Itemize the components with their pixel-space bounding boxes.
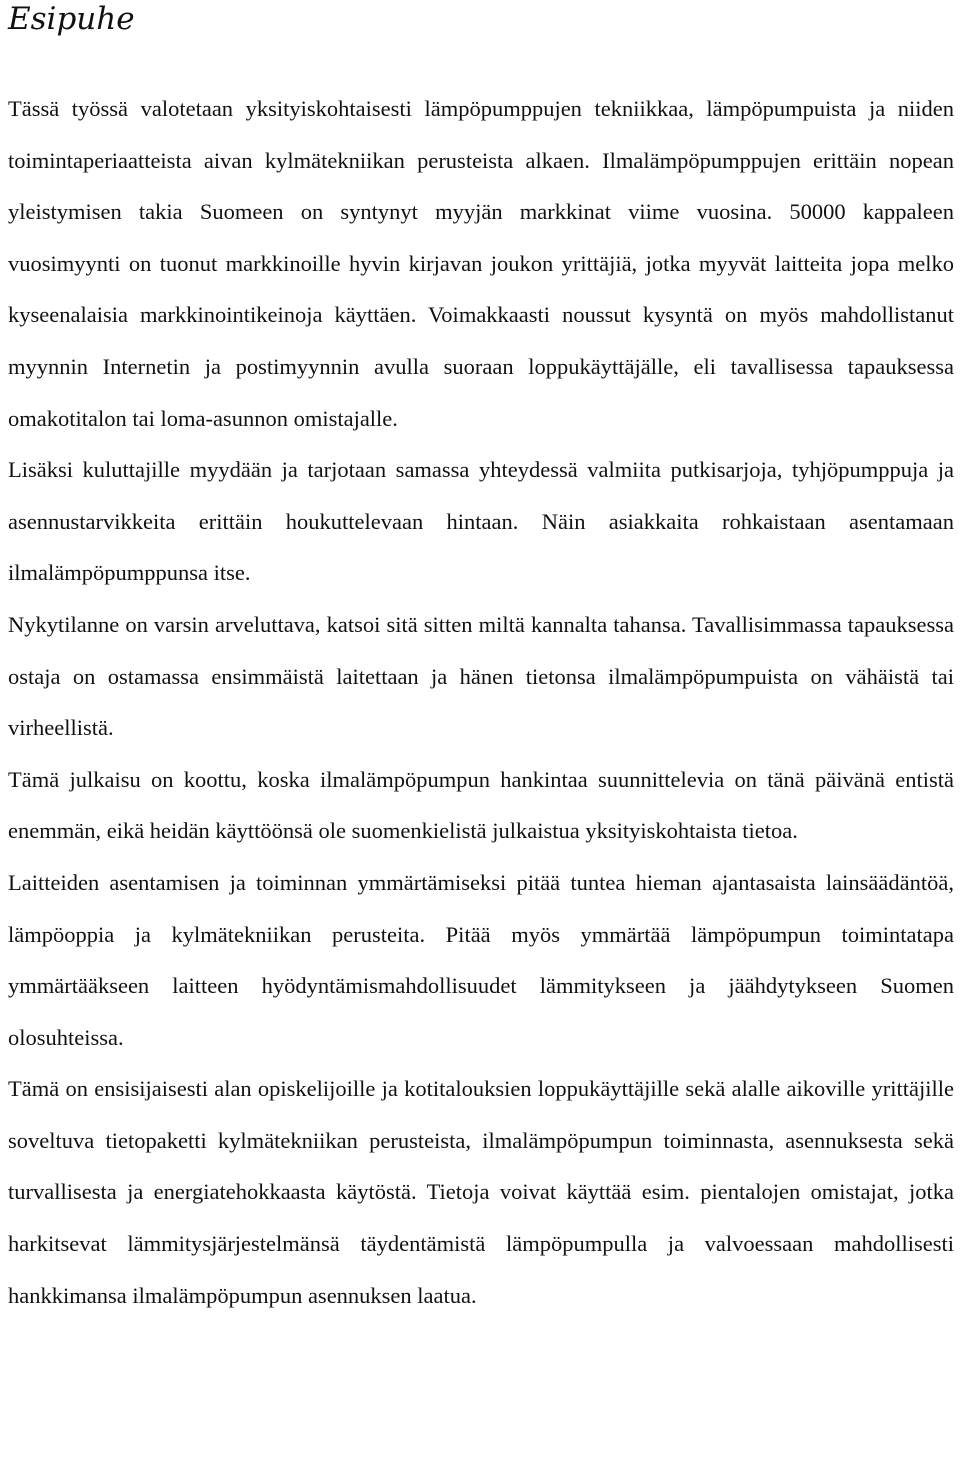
paragraph-intro: Tässä työssä valotetaan yksityiskohtaisesti lämpöpumppujen tekniikkaa, lämpöpumpuista ja niiden toimintaperiaatteista aivan kylmätekniikan perusteista alkaen. Ilmalämpöpumppujen erittäin nopean yleistymisen takia Suomeen on syntynyt myyjän markkinat viime vuosina. 50000 kappaleen vuosimyynti on tuonut markkinoille hyvin kirjavan joukon yrittäjiä, jotka myyvät laitteita jopa melko kyseenalaisia markkinointikeinoja käyttäen. Voimakkaasti noussut kysyntä on myös mahdollistanut myynnin Internetin ja postimyynnin avulla suoraan loppukäyttäjälle, eli tavallisessa tapauksessa omakotitalon tai loma-asunnon omistajalle.	[8, 96, 954, 431]
page-title: Esipuhe	[8, 1, 135, 37]
paragraph-audience: Tämä on ensisijaisesti alan opiskelijoille ja kotitalouksien loppukäyttäjille sekä alalle aikoville yrittäjille soveltuva tietopaketti kylmätekniikan perusteista, ilmalämpöpumpun toiminnasta, asennuksesta sekä turvallisesta ja energiatehokkaasta käytöstä. Tietoja voivat käyttää esim. pientalojen omistajat, jotka harkitsevat lämmitysjärjestelmänsä täydentämistä lämpöpumpulla ja valvoessaan mahdollisesti hankkimansa ilmalämpöpumpun asennuksen laatua.	[8, 1076, 954, 1308]
document-body	[8, 74, 954, 1321]
paragraph-accessories: Lisäksi kuluttajille myydään ja tarjotaan samassa yhteydessä valmiita putkisarjoja, tyhjöpumppuja ja asennustarvikkeita erittäin houkuttelevaan hintaan. Näin asiakkaita rohkaistaan asentamaan ilmalämpöpumppunsa itse.	[8, 457, 954, 586]
paragraph-current-situation: Nykytilanne on varsin arveluttava, katsoi sitä sitten miltä kannalta tahansa. Tavallisimmassa tapauksessa ostaja on ostamassa ensimmäistä laitettaan ja hänen tietonsa ilmalämpöpumpuista on vähäistä tai virheellistä.	[8, 611, 954, 741]
paragraph-purpose: Tämä julkaisu on koottu, koska ilmalämpöpumpun hankintaa suunnittelevia on tänä päivänä entistä enemmän, eikä heidän käyttöönsä ole suomenkielistä julkaistua yksityiskohtaista tietoa.	[8, 766, 954, 844]
document-page	[8, 0, 954, 1321]
paragraph-prerequisites: Laitteiden asentamisen ja toiminnan ymmärtämiseksi pitää tuntea hieman ajantasaista lainsäädäntöä, lämpöoppia ja kylmätekniikan perusteita. Pitää myös ymmärtää lämpöpumpun toimintatapa ymmärtääkseen laitteen hyödyntämismahdollisuudet lämmitykseen ja jäähdytykseen Suomen olosuhteissa.	[8, 869, 954, 1050]
